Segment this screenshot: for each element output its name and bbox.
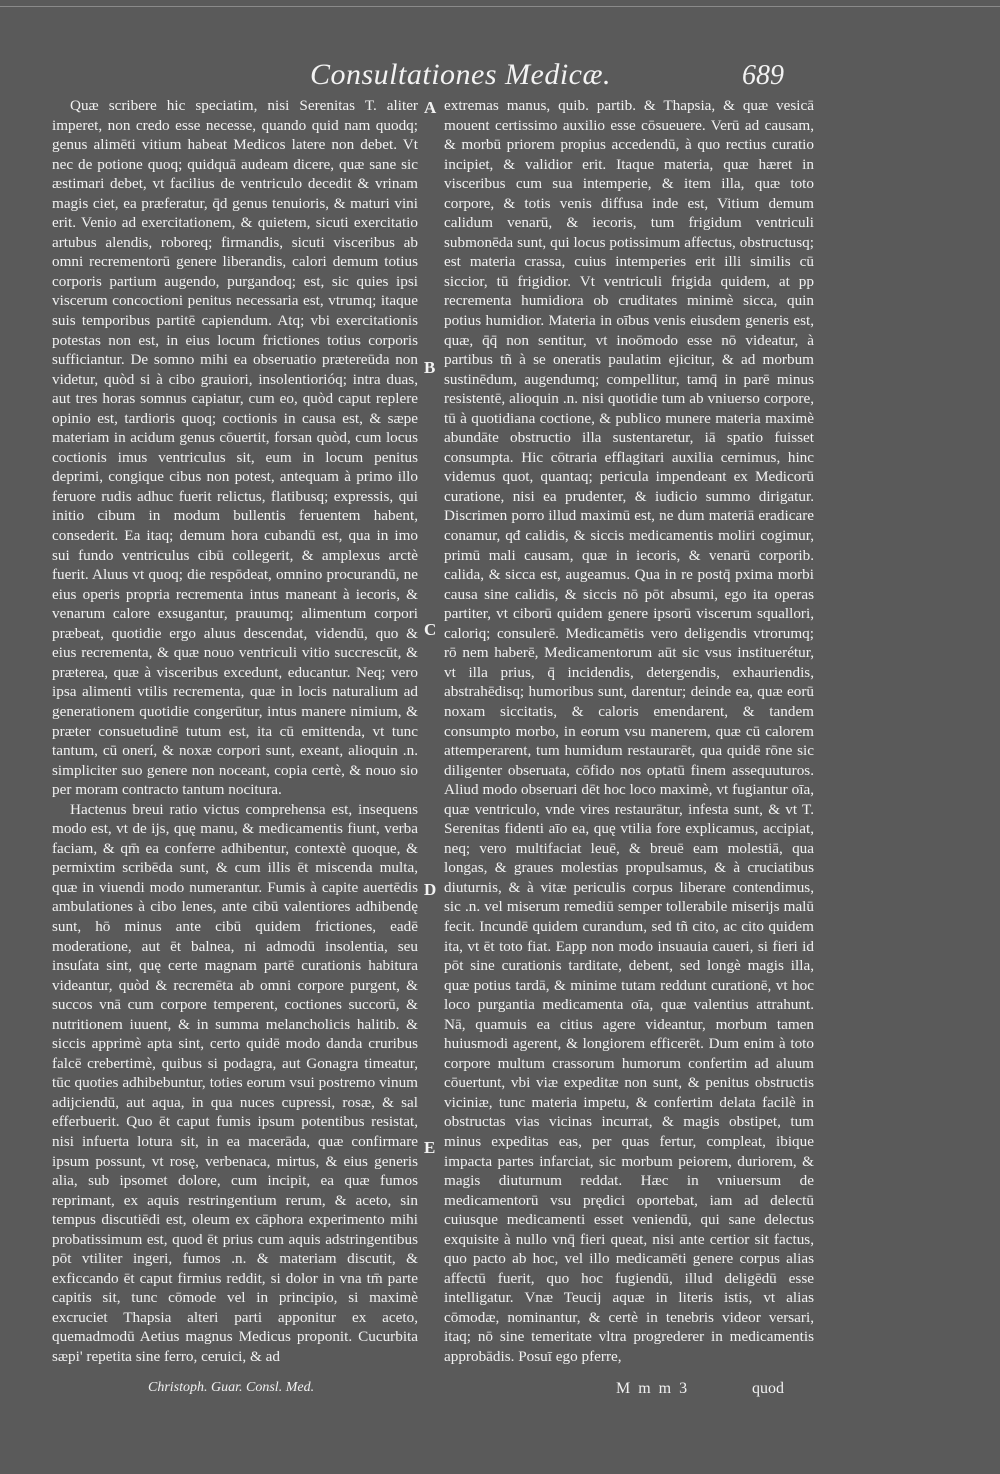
margin-letter-c: C bbox=[424, 620, 437, 639]
running-title: Consultationes Medicæ. bbox=[310, 58, 611, 91]
left-column bbox=[52, 96, 418, 1367]
running-foot: Christoph. Guar. Consl. Med. bbox=[148, 1380, 315, 1395]
page-number: 689 bbox=[742, 60, 784, 91]
left-paragraph-1: Quæ scribere hic speciatim, nisi Serenitas T. aliter imperet, non credo esse necesse, quando quid nam quodq; genus alimēti vitium habeat Medicos latere non debet. Vt nec de potione quoq; quidquā audeam dicere, quæ sane sic æstimari debet, vt facilius de ventriculo decedit & vrinam magis ciet, ea præferatur, q̄d genus tenuioris, & maturi vini erit. Venio ad exercitationem, & quietem, sicuti exercitatio artubus alendis, roboreq; firmandis, sicuti visceribus ab omni recrementorū genere liberandis, calori demum totius corporis partium augendo, purgandoq; est, sic quies ipsi viscerum concoctioni penitus necessaria est, vtrumq; itaque suis temporibus partitē capiendum. Atq; vbi exercitationis potestas non est, in eius locum frictiones totius corporis sufficiantur. De somno mihi ea obseruatio prætereūda non videtur, quòd si à cibo grauiori, insolentiorióq; intra duas, aut tres horas somnus capiatur, cum eo, quòd caput replere opinio est, tardioris quoq; coctionis in causa est, & sæpe materiam in acidum genus cōuertit, forsan quòd, cum locus coctionis imus ventriculus sit, eum in locum penitus deprimi, congique cibus non potest, antequam à primo illo feruore rudis adhuc fuerit relictus, flatibusq; expressis, qui initio cibum in modum bullentis feruentem habent, consederit. Ea itaq; demum hora cubandū est, qua in imo sui fundo ventriculus cibū collegerit, & amplexus arctè fuerit. Aluus vt quoq; die respōdeat, omnino procurandū, ne eius operis propria recrementa intus maneant à iecoris, & venarum calore exsugantur, prauumq; alimentum corpori præbeat, quotidie ergo aluus descendat, videndū, quo & eius recrementa, & quæ nouo ventriculi vitio succrescūt, & præterea, quæ à visceribus excedunt, educantur. Neq; vero ipsa alimenti vtilis recrementa, quæ in locis naturalium ad generationem quotidie congerūtur, intus manere nimium, & præter consuetudinē tutum est, ita cū emittenda, vt tunc tantum, cū onerí, & noxæ corpori sunt, exeant, alioquin .n. simpliciter suo genere non noceant, copia certè, & nouo sio per moram contracto tantum nocitura. bbox=[52, 97, 418, 799]
margin-letter-d: D bbox=[424, 880, 437, 899]
page-header bbox=[0, 58, 1000, 98]
page-top-rule bbox=[0, 6, 1000, 7]
catchword: quod bbox=[752, 1380, 784, 1397]
margin-letter-e: E bbox=[424, 1138, 436, 1157]
right-paragraph-1: extremas manus, quib. partib. & Thapsia, & quæ vesicā mouent certissimo auxilio esse cōsueuere. Verū ad causam, & morbū priorem propius accedendū, à quo rectius curatio incipiet, & validior erit. Itaque materia, quæ hæret in visceribus cum sua intemperie, & item illa, quæ toto corpore, & totis venis diffusa inde est, Vitium demum calidum venarū, & iecoris, tum frigidum ventriculi submonēda sunt, qui locus potissimum affectus, obstructusq; est materia crassa, cuius intemperies erit illi similis cū siccior, tū frigidior. Vt ventriculi frigida quidem, at pp recrementa humidiora ob cruditates minimè sicca, quin potius humidior. Materia in oībus venis eiusdem generis est, quæ, q̄q̄ non sentitur, vt inoōmodo esse nō videatur, à partibus tñ à se oneratis paulatim ejicitur, & ad morbum sustinēdum, augendumq; compellitur, tamq̄ in parē minus resistentē, alioquin .n. nisi quotidie tum ab vniuerso corpore, tū à quotidiana coctione, & publico munere materia maximè abundāte obstructio illa sustentaretur, iā spatio fuisset consumpta. Hic cōtraria efflagitari auxilia cernimus, hinc videmus quot, quantaq; pericula impendeant ex Medicorū curatione, nisi ea prudenter, & iudicio summo dirigatur. Discrimen porro illud maximū est, ne dum materiā eradicare conamur, qđ calidis, & siccis medicamentis moliri cogimur, primū mali causam, quæ in iecoris, & venarū corporib. calida, & sicca est, augeamus. Qua in re postq̄ pxima morbi causa sine calidis, & siccis nō pōt absumi, ego ita operas partiter, vt ciborū quidem genere ipsorū viscerum squallori, caloriq; consulerē. Medicamētis vero deligendis vtrorumq; rō nem haberē, Medicamentorum aūt sic vsus instituerétur, vt illa prius, q̄ incidendis, detergendis, exhauriendis, abstrahēdisq; humoribus sunt, darentur; deinde ea, quæ eorū noxam siccitatis, & caloris emendarent, & tandem consumpto morbo, in eorum vsu manerem, quæ cū calorem attemperarent, tum humidum restaurarēt, qua quidē rōne sic diligenter obseruata, cōfido nos optatū finem assequuturos. Aliud modo obseruari dēt hoc loco maximè, vt fugiantur oīa, quæ ventriculo, vnde vires restaurātur, infesta sunt, & vt T. Serenitas fidenti aīo ea, quę vtilia fore explicamus, accipiat, neq; vero multifaciat leuē, & breuē eam molestiā, qua longas, & graues molestias propulsamus, & à cruciatibus diuturnis, & à vitæ periculis corpus liberare contendimus, sic .n. vel miserum remediū semper tollerabile miserijs malū fecit. Incundē quidem curandum, sed tñ cito, ac cito quidem ita, vt ēt toto fiat. Eapp non modo insuauia caueri, si fieri id pōt sine curationis tarditate, debent, sed longè magis illa, quæ potius tardā, & minime tutam reddunt curationē, vt hoc loco purgantia medicamenta oīa, quæ valentius attrahunt. Nā, quamuis ea citius agere videantur, morbum tamen huiusmodi agerent, & longiorem efficerēt. Dum enim à toto corpore multum crassorum humorum confertim ad aluum cōuertunt, vbi viæ expeditæ non sunt, & penitus obstructis viciniæ, tunc materia impetu, & confertim delata facilè in obstructas vias vicinas incurrat, & magis obstipet, tum minus expeditas eas, per quas fertur, compleat, ibique impacta partes infarciat, sic morbum peiorem, duriorem, & magis diuturnum reddat. Hæc in vniuersum de medicamentorū vsu prędici oportebat, iam ad delectū cuiusque medicamenti esset veniendū, qui sane delectus exquisite à nullo vnq̄ fieri queat, nisi ante certior sit factus, quo pacto ab hoc, vel illo medicamēti genere corpus alias affectū fuerit, quo hoc fugiendū, illud deligēdū esse intelligatur. Vnæ Teucij aquæ in literis istis, vt alias cōmodæ, nominantur, & certè in tenebris videor versari, itaq; nō sine temeritate vltra progrederer in medicamentis approbādis. Posuī ego pferre, bbox=[444, 97, 814, 1365]
right-column bbox=[444, 96, 814, 1367]
margin-letter-b: B bbox=[424, 358, 436, 377]
margin-letter-a: A bbox=[424, 98, 437, 117]
signature-mark: M m m 3 bbox=[616, 1380, 690, 1397]
left-paragraph-2: Hactenus breui ratio victus comprehensa est, insequens modo est, vt de ijs, quę manu, & medicamentis fiunt, verba faciam, & qm̄ ea conferre adhibentur, contextè quoque, & permixtim scribēda sunt, & cum illis ēt miscenda multa, quæ in viuendi modo numerantur. Fumis à capite auertēdis ambulationes à cibo lenes, ante cibū valentiores adhibendę sunt, hō minus ante cibū quidem frictiones, eadē moderatione, aut ēt balnea, ni admodū insolentia, seu insuſata sint, quę certe magnam partē curationis habitura videantur, quòd & recremēta ab omni corpore purgent, & succos vnā cum corpore temperent, coctiones succorū, & nutritionem iuuent, & in summa melancholicis halitib. & siccis apprimè apta sint, certo quidē modo danda cruribus falcē crebertimè, quibus si podagra, aut Gonagra timeatur, tūc quoties adhibebuntur, toties eorum vsui postremo vinum adijciendū, aut aqua, in qua nuces cupressi, rosæ, & sal efferbuerit. Quo ēt caput fumis ipsum potentibus resistat, nisi infuerta lotura sit, in ea macerāda, quæ confirmare ipsum possunt, vt rosę, verbenaca, mirtus, & eius generis alia, sub ipsomet dolore, cum incipit, ea quæ fumos reprimant, ex aquis restringentium rerum, & aceto, sin tempus discutiēdi est, oleum ex cāphora experimento mihi probatissimum est, quod ēt prius cum aquis adstringentibus pōt vtiliter ingeri, fumos .n. & materiam discutit, & exficcando ēt caput firmius reddit, si dolor in vna tm̄ parte capitis sit, tunc cōmode vel in principio, si maximè excruciet Thapsia alteri parti apponitur ex aceto, quemadmodū Aetius magnus Medicus proponit. Cucurbita sæpi' repetita sine ferro, ceruici, & ad bbox=[52, 800, 418, 1365]
